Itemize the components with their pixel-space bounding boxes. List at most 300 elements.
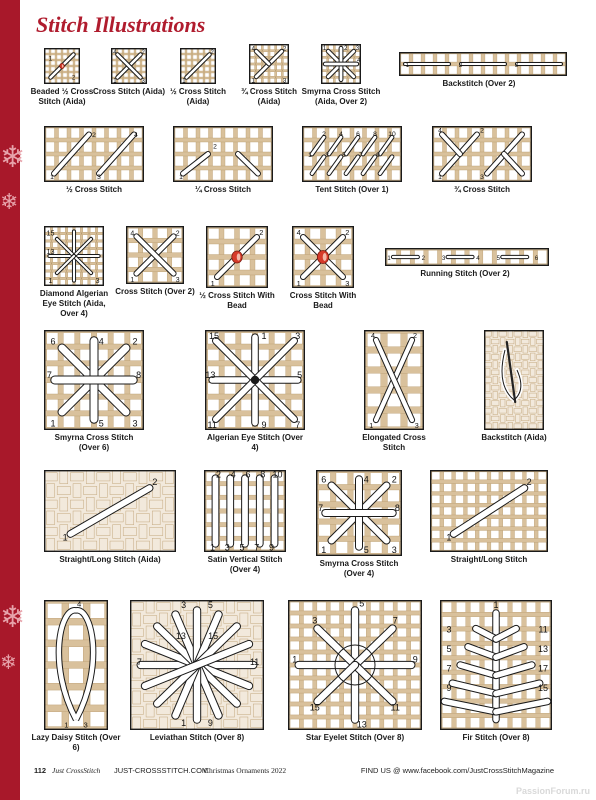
stitch-number: 7 (446, 663, 452, 674)
aida-hole (262, 63, 263, 64)
aida-hole (334, 50, 335, 51)
aida-hole (116, 59, 117, 60)
stitch-number: 3 (95, 275, 100, 285)
stitch-number: 11 (390, 702, 400, 713)
fabric-thread (364, 407, 424, 413)
stitch-number: 3 (414, 421, 419, 430)
stitch-diagram (173, 126, 273, 182)
stitch-number: 17 (538, 663, 549, 674)
stitch-diagram (44, 470, 176, 552)
aida-hole (49, 53, 50, 54)
stitch-diagram (180, 48, 216, 84)
stitch-label: Cross Stitch (Aida) (92, 87, 165, 96)
aida-hole (209, 59, 210, 60)
stitch-number: 7 (254, 542, 260, 552)
stitch-number: 1 (64, 720, 69, 730)
aida-hole (262, 50, 263, 51)
aida-hole (122, 53, 123, 54)
stitch-number: 4 (438, 127, 442, 135)
stitch-card (385, 248, 545, 279)
aida-hole (354, 57, 355, 58)
aida-hole (185, 71, 186, 72)
aida-hole (128, 71, 129, 72)
stitch-number: 8 (373, 131, 377, 139)
stitch-diagram (205, 330, 305, 430)
stitch-diagram (111, 48, 147, 84)
stitch-number: 3 (446, 624, 452, 635)
stitch-number: 6 (534, 256, 539, 262)
stitch-number: 9 (412, 654, 418, 665)
aida-hole (51, 240, 52, 241)
aida-hole (55, 77, 56, 78)
stitch-number: 4 (98, 336, 104, 347)
snowflake-icon: ❄ (0, 140, 26, 175)
snowflake-icon: ❄ (0, 190, 19, 215)
stitch-number: 1 (296, 278, 301, 288)
stitch-number: 3 (480, 174, 484, 182)
aida-hole (88, 278, 89, 279)
aida-hole (67, 71, 68, 72)
aida-hole (55, 65, 56, 66)
aida-hole (61, 53, 62, 54)
stitch-label: Straight/Long Stitch (Aida) (59, 555, 161, 564)
page-sidebar (0, 0, 26, 800)
fabric-thread (364, 347, 424, 353)
stitch-number: 1 (181, 718, 187, 729)
stitch-diagram (364, 330, 424, 430)
aida-hole (268, 70, 269, 71)
aida-hole (327, 70, 328, 71)
stitch-label: ¼ Cross Stitch (194, 185, 251, 194)
aida-hole (66, 270, 67, 271)
stitch-number: 3 (391, 544, 397, 555)
stitch-number: 5 (207, 600, 213, 610)
fabric-thread (44, 683, 108, 690)
stitch-label: Smyrna Cross Stitch (Over 4) (319, 559, 399, 578)
stitch-card (283, 226, 363, 311)
stitch-card (44, 126, 144, 195)
stitch-number: 4 (230, 470, 236, 480)
stitch-label: Lazy Daisy Stitch (Over 6) (31, 733, 121, 752)
aida-hole (96, 248, 97, 249)
stitch-diagram (206, 226, 268, 288)
aida-hole (122, 77, 123, 78)
stitch-number: 2 (152, 476, 158, 487)
aida-hole (185, 53, 186, 54)
stitch-card (35, 470, 185, 565)
aida-hole (262, 77, 263, 78)
magazine-name: Just CrossStitch (52, 766, 101, 775)
fabric-thread (364, 367, 424, 373)
stitch-card (414, 470, 564, 565)
aida-hole (61, 59, 62, 60)
stitch-card (354, 330, 434, 453)
stitch-label: Running Stitch (Over 2) (420, 269, 510, 278)
stitch-number: 1 (493, 600, 499, 610)
stitch-number: 13 (46, 247, 55, 256)
aida-hole (67, 77, 68, 78)
aida-hole (73, 59, 74, 60)
aida-hole (134, 65, 135, 66)
stitch-number: 9 (261, 420, 267, 430)
stitch-card (89, 48, 169, 97)
stitch-label: ¾ Cross Stitch (453, 185, 510, 194)
stitch-number: 3 (514, 63, 519, 69)
stitch-number: 4 (371, 331, 375, 340)
stitch-card (44, 330, 144, 453)
stitch-number: 9 (376, 151, 380, 159)
aida-hole (191, 59, 192, 60)
fabric-thread (173, 138, 273, 142)
aida-hole (191, 77, 192, 78)
stitch-number: 5 (297, 370, 303, 380)
aida-hole (128, 59, 129, 60)
stitch-number: 3 (312, 615, 318, 626)
issue-name: Christmas Ornaments 2022 (204, 766, 287, 775)
stitch-number: 1 (48, 275, 53, 285)
aida-hole (88, 233, 89, 234)
aida-hole (140, 71, 141, 72)
stitch-number: 2 (283, 46, 287, 53)
stitch-number: 7 (136, 657, 142, 667)
stitch-diagram (432, 126, 532, 182)
stitch-number: 7 (295, 420, 301, 430)
stitch-number: 6 (245, 470, 251, 480)
fabric-thread (364, 387, 424, 393)
stitch-number: 15 (208, 331, 220, 341)
aida-hole (347, 77, 348, 78)
stitch-number: 2 (71, 75, 76, 82)
stitch-number: 4 (77, 600, 82, 609)
stitch-card (229, 44, 309, 107)
stitch-number: 2 (413, 331, 417, 340)
stitch-number: 1 (322, 45, 327, 52)
stitch-number: 9 (207, 718, 213, 729)
stitch-label: ½ Cross Stitch (Aida) (169, 87, 226, 106)
website-link[interactable]: JUST-CROSSSTITCH.COM (114, 766, 209, 775)
aida-hole (58, 278, 59, 279)
stitch-number: 7 (46, 370, 52, 380)
aida-hole (58, 248, 59, 249)
stitch-label: Backstitch (Over 2) (442, 79, 516, 88)
aida-hole (185, 59, 186, 60)
stitch-label: ½ Cross Stitch With Bead (199, 291, 275, 310)
aida-hole (67, 65, 68, 66)
aida-hole (134, 77, 135, 78)
aida-hole (282, 57, 283, 58)
aida-hole (88, 248, 89, 249)
stitch-diagram (126, 226, 184, 284)
aida-hole (81, 270, 82, 271)
watermark: PassionForum.ru (515, 786, 590, 796)
aida-hole (81, 233, 82, 234)
aida-hole (327, 57, 328, 58)
aida-hole (55, 59, 56, 60)
stitch-number: 1 (321, 544, 327, 555)
stitch-number: 6 (356, 131, 360, 139)
stitch-label: Satin Vertical Stitch (Over 4) (207, 555, 283, 574)
stitch-number: 4 (476, 256, 480, 262)
stitch-number: 1 (292, 654, 298, 665)
stitch-number: 11 (207, 420, 217, 430)
stitch-label: Algerian Eye Stitch (Over 4) (206, 433, 304, 452)
stitch-diagram (385, 248, 549, 266)
stitch-number: 2 (213, 143, 217, 151)
stitch-number: 1 (209, 542, 215, 552)
fabric-thread (44, 662, 108, 669)
stitch-number: 6 (50, 336, 56, 347)
aida-hole (255, 70, 256, 71)
aida-hole (122, 65, 123, 66)
stitch-card (197, 226, 277, 311)
stitch-card (316, 470, 402, 579)
aida-hole (185, 65, 186, 66)
aida-hole (61, 71, 62, 72)
aida-hole (134, 53, 135, 54)
aida-hole (209, 65, 210, 66)
fabric-thread (44, 152, 144, 156)
stitch-number: 2 (344, 45, 348, 52)
social-link[interactable]: FIND US @ www.facebook.com/JustCrossStitchMagazine (360, 766, 554, 775)
stitch-number: 9 (269, 542, 275, 552)
stitch-number: 1 (210, 278, 215, 288)
stitch-number: 1 (446, 532, 452, 543)
aida-hole (128, 53, 129, 54)
stitch-number: 2 (132, 336, 138, 347)
stitch-number: 5 (98, 418, 104, 429)
stitch-card (205, 330, 305, 453)
stitch-label: Elongated Cross Stitch (362, 433, 426, 452)
aida-hole (116, 65, 117, 66)
stitch-diagram (288, 600, 422, 730)
stitch-number: 8 (394, 503, 400, 513)
stitch-number: 3 (283, 78, 287, 84)
aida-hole (88, 263, 89, 264)
aida-hole (203, 77, 204, 78)
stitch-number: 5 (359, 600, 365, 609)
stitch-number: 8 (260, 470, 266, 480)
fabric-thread (432, 152, 532, 156)
stitch-number: 10 (388, 131, 396, 139)
aida-hole (203, 53, 204, 54)
aida-hole (268, 77, 269, 78)
stitch-number: 5 (342, 151, 346, 159)
aida-hole (58, 263, 59, 264)
stitch-diagram (292, 226, 354, 288)
stitch-diagram (204, 470, 286, 552)
stitch-number: 3 (441, 256, 446, 262)
stitch-number: 4 (113, 49, 117, 56)
stitch-number: 3 (355, 45, 360, 52)
fabric-thread (44, 640, 108, 647)
stitch-number: 1 (251, 78, 255, 84)
aida-hole (282, 63, 283, 64)
stitch-number: 4 (363, 474, 369, 485)
aida-hole (268, 50, 269, 51)
stitch-number: 2 (175, 230, 180, 238)
aida-hole (73, 65, 74, 66)
stitch-number: 3 (83, 720, 88, 730)
stitch-card (432, 126, 532, 195)
stitch-number: 1 (179, 174, 183, 182)
stitch-number: 2 (526, 476, 532, 487)
stitch-diagram (484, 330, 544, 430)
stitch-number: 5 (446, 644, 452, 654)
stitch-number: 3 (132, 418, 138, 429)
stitch-number: 4 (130, 230, 135, 238)
stitch-diagram (430, 470, 548, 552)
aida-hole (354, 70, 355, 71)
stitch-label: Straight/Long Stitch (450, 555, 528, 564)
aida-hole (61, 77, 62, 78)
stitch-label: Leviathan Stitch (Over 8) (149, 733, 245, 742)
aida-hole (275, 50, 276, 51)
aida-hole (275, 63, 276, 64)
aida-hole (275, 70, 276, 71)
stitch-number: 3 (224, 542, 230, 552)
stitch-number: 4 (357, 58, 361, 64)
fabric-thread (401, 330, 407, 430)
stitch-number: 9 (446, 683, 452, 693)
stitch-diagram (44, 226, 104, 286)
aida-hole (209, 71, 210, 72)
stitch-label: Cross Stitch (Over 2) (115, 287, 195, 296)
stitch-label: Smyrna Cross Stitch (Over 6) (54, 433, 134, 452)
aida-hole (96, 270, 97, 271)
aida-hole (55, 53, 56, 54)
stitch-number: 1 (387, 256, 391, 262)
stitch-number: 4 (134, 132, 138, 140)
stitch-label: Diamond Algerian Eye Stitch (Aida, Over 4) (39, 289, 109, 318)
fabric-thread (430, 492, 548, 496)
stitch-card (158, 48, 238, 107)
stitch-diagram (130, 600, 264, 730)
stitch-diagram (44, 48, 80, 84)
aida-hole (51, 270, 52, 271)
fabric-thread (430, 527, 548, 531)
aida-hole (49, 65, 50, 66)
stitch-card (115, 226, 195, 297)
page-title: Stitch Illustrations (36, 12, 206, 37)
stitch-diagram (302, 126, 402, 182)
stitch-number: 5 (239, 542, 245, 552)
stitch-number: 1 (130, 276, 135, 284)
stitch-number: 3 (175, 276, 180, 284)
stitch-number: 4 (296, 227, 301, 237)
stitch-number: 6 (321, 474, 327, 485)
stitch-number: 7 (318, 503, 324, 513)
stitch-number: 3 (141, 78, 145, 84)
stitch-diagram (316, 470, 402, 556)
stitch-number: 1 (369, 421, 374, 430)
stitch-label: ½ Cross Stitch (65, 185, 122, 194)
stitch-number: 7 (392, 615, 398, 626)
stitch-card (288, 600, 422, 743)
stitch-number: 1 (50, 174, 54, 182)
stitch-number: 13 (175, 631, 186, 641)
stitch-card (474, 330, 554, 443)
aida-hole (81, 240, 82, 241)
stitch-number: 2 (421, 256, 425, 262)
stitch-number: 8 (136, 370, 142, 380)
page-number: 112 (34, 766, 47, 775)
aida-hole (191, 53, 192, 54)
stitch-label: Smyrna Cross Stitch (Aida, Over 2) (301, 87, 381, 106)
stitch-card (130, 600, 264, 743)
stitch-number: 2 (215, 470, 221, 480)
fabric-thread (44, 705, 108, 712)
stitch-number: 3 (295, 331, 301, 341)
snowflake-icon: ❄ (0, 650, 17, 674)
fabric-tint (484, 330, 544, 430)
aida-hole (128, 77, 129, 78)
stitch-label: Tent Stitch (Over 1) (315, 185, 389, 194)
stitch-label: Fir Stitch (Over 8) (462, 733, 530, 742)
aida-hole (275, 77, 276, 78)
stitch-card (34, 226, 114, 319)
aida-hole (197, 59, 198, 60)
fabric-thread (452, 600, 456, 730)
aida-hole (255, 63, 256, 64)
stitch-number: 11 (249, 657, 260, 667)
stitch-number: 11 (538, 624, 548, 635)
stitch-number: 2 (480, 127, 484, 135)
aida-hole (58, 233, 59, 234)
aida-hole (255, 57, 256, 58)
aida-hole (96, 240, 97, 241)
stitch-card (204, 470, 286, 575)
aida-hole (203, 65, 204, 66)
aida-hole (66, 240, 67, 241)
aida-hole (197, 71, 198, 72)
stitch-number: 13 (205, 370, 216, 380)
aida-hole (282, 70, 283, 71)
fabric-thread (302, 152, 402, 156)
stitch-number: 3 (181, 600, 187, 610)
stitch-diagram (44, 600, 108, 730)
stitch-number: 2 (458, 63, 463, 69)
fabric-weave (44, 600, 108, 730)
stitch-card (302, 126, 402, 195)
fabric-thread (381, 330, 387, 430)
stitch-number: 2 (259, 227, 264, 237)
aida-hole (334, 77, 335, 78)
aida-hole (116, 71, 117, 72)
stitch-number: 4 (339, 131, 343, 139)
stitch-label: Star Eyelet Stitch (Over 8) (305, 733, 405, 742)
stitch-number: 1 (438, 174, 442, 182)
stitch-number: 3 (345, 278, 350, 288)
stitch-number: 2 (345, 227, 350, 237)
stitch-diagram (321, 44, 361, 84)
aida-hole (66, 278, 67, 279)
aida-hole (191, 65, 192, 66)
stitch-number: 5 (496, 256, 501, 262)
stitch-label: Cross Stitch With Bead (289, 291, 357, 310)
aida-hole (51, 263, 52, 264)
stitch-diagram (44, 126, 144, 182)
stitch-number: 1 (308, 151, 312, 159)
aida-hole (96, 233, 97, 234)
aida-hole (197, 53, 198, 54)
stitch-diagram (399, 52, 567, 76)
stitch-number: 2 (141, 49, 145, 56)
stitch-number: 13 (356, 719, 367, 730)
stitch-number: 3 (325, 151, 329, 159)
stitch-number: 15 (538, 683, 549, 693)
stitch-number: 1 (405, 63, 410, 69)
aida-hole (140, 65, 141, 66)
